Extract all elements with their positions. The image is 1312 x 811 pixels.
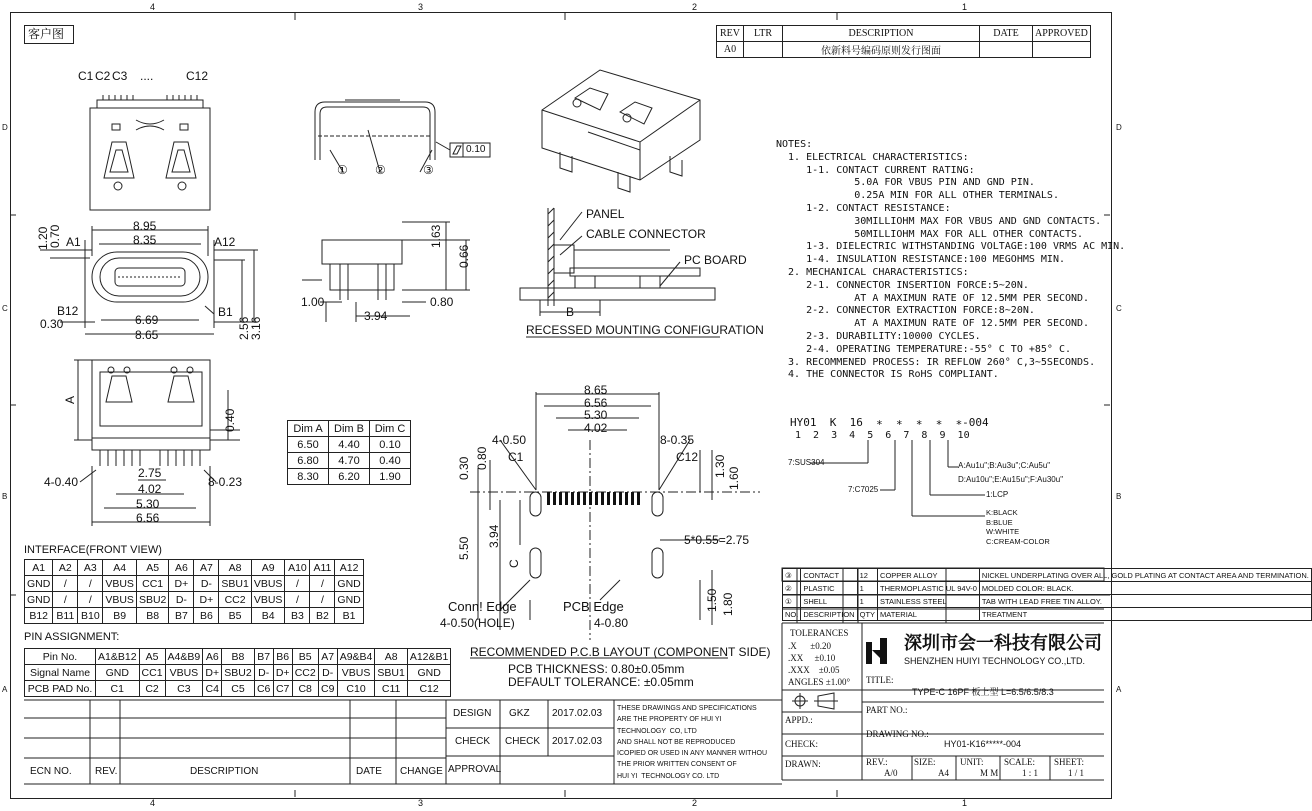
zone-d-right: D: [1116, 123, 1122, 132]
unit-value: M M: [980, 768, 999, 778]
dim-2-75: 2.75: [138, 466, 162, 480]
bom-cell: SHELL: [801, 595, 857, 608]
dim-table-cell: 8.30: [288, 469, 329, 485]
iface-cell: SBU1: [219, 576, 251, 592]
unit-label: UNIT:: [960, 757, 984, 767]
zone-c-right: C: [1116, 304, 1122, 313]
rev-header-approved: APPROVED: [1033, 26, 1091, 42]
iface-cell: A8: [219, 560, 251, 576]
note-line: 3. RECOMMENED PROCESS: IR REFLOW 260° C,3~5SECONDS.: [776, 356, 1096, 368]
iface-cell: A1: [25, 560, 53, 576]
bom-cell: ②: [783, 582, 801, 595]
iface-cell: /: [285, 576, 310, 592]
note-line: 30MILLIOHM MAX FOR VBUS AND GND CONTACTS.: [776, 215, 1102, 227]
ecn-no-label: ECN NO.: [30, 766, 72, 777]
iface-cell: A12: [335, 560, 363, 576]
note-line: 2-3. DURABILITY:10000 CYCLES.: [776, 330, 981, 342]
note-line: 1. ELECTRICAL CHARACTERISTICS:: [776, 151, 969, 163]
rev-header-date: DATE: [980, 26, 1033, 42]
tolerance-box: [782, 623, 862, 690]
iface-cell: B10: [78, 608, 103, 624]
rev-header-ltr: LTR: [744, 26, 783, 42]
pins-cell: C11: [375, 681, 407, 697]
dim-0-40: 0.40: [223, 408, 237, 432]
iface-cell: CC2: [219, 592, 251, 608]
dim-table-header-c: Dim C: [370, 421, 411, 437]
dim-table-cell: 6.20: [329, 469, 370, 485]
pin-b1-label: B1: [218, 305, 233, 319]
pins-cell: PCB PAD No.: [25, 681, 96, 697]
dim-3-94: 3.94: [364, 309, 388, 323]
iface-cell: B4: [251, 608, 285, 624]
pins-cell: D-: [254, 665, 273, 681]
iface-cell: D+: [169, 576, 194, 592]
customer-mark: 客户图: [28, 27, 65, 41]
dim-0-80: 0.80: [430, 295, 454, 309]
ecn-rev-label: REV.: [95, 766, 118, 777]
dim-table-cell: 4.40: [329, 437, 370, 453]
pins-cell: SBU2: [222, 665, 254, 681]
pcb-c12-label: C12: [676, 450, 699, 464]
design-label: DESIGN: [453, 708, 492, 719]
pins-cell: A7: [318, 649, 337, 665]
huiyi-logo-icon: [866, 638, 887, 664]
iface-cell: VBUS: [251, 576, 285, 592]
zone-3-top: 3: [418, 2, 424, 12]
zone-b-right: B: [1116, 492, 1122, 501]
rev-header-rev: REV: [717, 26, 744, 42]
iface-cell: /: [78, 592, 103, 608]
dim-4-040: 4-0.40: [44, 475, 79, 489]
recess-b-label: B: [566, 305, 575, 319]
pins-cell: C10: [337, 681, 375, 697]
bom-cell: ①: [783, 595, 801, 608]
bom-cell: 1: [857, 582, 877, 595]
pcb-dim-8-65: 8.65: [584, 383, 608, 397]
pins-cell: VBUS: [165, 665, 203, 681]
part-option-5: 7:SUS304: [788, 458, 825, 467]
dim-a-label: A: [63, 395, 77, 404]
dim-table-header-a: Dim A: [288, 421, 329, 437]
pins-cell: B8: [222, 649, 254, 665]
iface-cell: B1: [335, 608, 363, 624]
pin-a12-label: A12: [214, 235, 236, 249]
note-line: 50MILLIOHM MAX FOR ALL OTHER CONTACTS.: [776, 228, 1084, 240]
design-date: 2017.02.03: [552, 708, 603, 719]
zone-a-right: A: [1116, 685, 1122, 694]
pins-cell: A6: [203, 649, 222, 665]
pins-cell: C1: [96, 681, 140, 697]
title-value: TYPE-C 16PF 板上型 L=6.5/6.5/8.3: [912, 687, 1054, 697]
dim-2-56: 2.56: [237, 316, 251, 340]
pins-cell: A9&B4: [337, 649, 375, 665]
side-view-callouts: [315, 100, 490, 172]
bom-cell: MATERIAL: [878, 608, 980, 621]
rev-cell-rev: A0: [717, 42, 744, 58]
conn-edge-label: Conn! Edge: [448, 599, 517, 614]
iface-cell: B9: [103, 608, 137, 624]
pcb-dim-8-035: 8-0.35: [660, 433, 695, 447]
scale-label: SCALE:: [1004, 757, 1036, 767]
bom-cell: NICKEL UNDERPLATING OVER ALL, GOLD PLATING AT CONTACT AREA AND TERMINATION.: [979, 569, 1311, 582]
drawn-label: DRAWN:: [785, 759, 821, 769]
title-label: TITLE:: [866, 675, 894, 685]
pcb-dim-4-050: 4-0.50: [492, 433, 527, 447]
contact-c2-label: C2: [95, 69, 111, 83]
pins-cell: GND: [407, 665, 451, 681]
bom-cell: PLASTIC: [801, 582, 857, 595]
interface-title: INTERFACE(FRONT VIEW): [24, 544, 162, 556]
zone-4-bottom: 4: [150, 798, 156, 808]
pins-cell: D+: [273, 665, 292, 681]
part-option-6: 7:C7025: [848, 485, 879, 494]
iface-cell: A5: [136, 560, 168, 576]
tol-x: .X ±0.20: [788, 641, 831, 651]
dim-3-16: 3.16: [249, 316, 263, 340]
iface-cell: GND: [335, 576, 363, 592]
zone-2-bottom: 2: [692, 798, 698, 808]
part-option-10b: D:Au10u";E:Au15u";F:Au30u": [958, 475, 1064, 484]
pcb-dim-6-56: 6.56: [584, 396, 608, 410]
pcb-dim-5-50: 5.50: [457, 536, 471, 560]
pins-cell: B7: [254, 649, 273, 665]
pin-b12-label: B12: [57, 304, 79, 318]
tol-xx: .XX ±0.10: [788, 653, 836, 663]
note-line: 2-2. CONNECTOR EXTRACTION FORCE:8~20N.: [776, 305, 1035, 317]
pins-cell: Pin No.: [25, 649, 96, 665]
bom-cell: ③: [783, 569, 801, 582]
dim-8-65: 8.65: [135, 328, 159, 342]
size-value: A4: [938, 768, 949, 778]
dim-5-30: 5.30: [136, 497, 160, 511]
recessed-mounting-title: RECESSED MOUNTING CONFIGURATION: [526, 323, 764, 337]
front-view: [90, 95, 210, 210]
dim-table-cell: 0.40: [370, 453, 411, 469]
check-date: 2017.02.03: [552, 736, 603, 747]
note-line: AT A MAXIMUN RATE OF 12.5MM PER SECOND.: [776, 292, 1090, 304]
bom-cell: 12: [857, 569, 877, 582]
dim-0-70: 0.70: [48, 224, 62, 248]
callout-2: ②: [375, 163, 386, 177]
pins-cell: C4: [203, 681, 222, 697]
iface-cell: A10: [285, 560, 310, 576]
dim-table-cell: 4.70: [329, 453, 370, 469]
pins-cell: C5: [222, 681, 254, 697]
iface-cell: CC1: [136, 576, 168, 592]
pins-cell: C3: [165, 681, 203, 697]
pins-cell: C2: [139, 681, 165, 697]
dim-8-023: 8-0.23: [208, 475, 243, 489]
iface-cell: GND: [25, 576, 53, 592]
pins-cell: C7: [273, 681, 292, 697]
bom-cell: QTY: [857, 608, 877, 621]
note-line: 1-2. CONTACT RESISTANCE:: [776, 202, 951, 214]
check-label: CHECK:: [785, 739, 819, 749]
dim-0-66: 0.66: [457, 244, 471, 268]
iface-cell: B8: [136, 608, 168, 624]
dim-table-cell: 6.50: [288, 437, 329, 453]
check-by: CHECK: [505, 736, 541, 747]
sheet-value: 1 / 1: [1068, 768, 1085, 778]
pcb-thickness: PCB THICKNESS: 0.80±0.05mm: [508, 662, 685, 676]
pins-cell: C12: [407, 681, 451, 697]
pcb-dim-0-30: 0.30: [457, 456, 471, 480]
dim-6-56: 6.56: [136, 511, 160, 525]
note-line: AT A MAXIMUN RATE OF 12.5MM PER SECOND.: [776, 318, 1090, 330]
pins-cell: B5: [292, 649, 318, 665]
pin-assignment-table: [24, 648, 451, 697]
default-tolerance: DEFAULT TOLERANCE: ±0.05mm: [508, 675, 694, 689]
bom-cell: MOLDED COLOR: BLACK.: [979, 582, 1311, 595]
pins-cell: A8: [375, 649, 407, 665]
panel-label: PANEL: [586, 207, 625, 221]
rev-cell-description: 依新料号编码原则发行图面: [783, 42, 980, 58]
zone-4-top: 4: [150, 2, 156, 12]
contact-c1-label: C1: [78, 69, 94, 83]
zone-b-left: B: [2, 492, 8, 501]
iface-cell: A6: [169, 560, 194, 576]
iface-cell: /: [78, 576, 103, 592]
scale-value: 1 : 1: [1022, 768, 1039, 778]
rev-label: REV.:: [866, 757, 888, 767]
pins-cell: VBUS: [337, 665, 375, 681]
dim-table-header-b: Dim B: [329, 421, 370, 437]
iface-cell: A7: [194, 560, 219, 576]
pcb-dim-1-30: 1.30: [713, 454, 727, 478]
dim-1-63: 1.63: [429, 224, 443, 248]
callout-1: ①: [337, 163, 348, 177]
pad-size-label: 4-0.80: [594, 616, 629, 630]
pins-cell: CC2: [292, 665, 318, 681]
iface-cell: D-: [169, 592, 194, 608]
iface-cell: GND: [335, 592, 363, 608]
bom-cell: NO.: [783, 608, 801, 621]
iface-cell: GND: [25, 592, 53, 608]
zone-3-bottom: 3: [418, 798, 424, 808]
size-label: SIZE:: [914, 757, 936, 767]
company-name-cn: 深圳市会一科技有限公司: [904, 633, 1102, 653]
pins-cell: C6: [254, 681, 273, 697]
note-line: 1-3. DIELECTRIC WITHSTANDING VOLTAGE:100 VRMS AC MIN.: [776, 241, 1126, 253]
part-option-9: K:BLACK B:BLUE W:WHITE C:CREAM-COLOR: [986, 508, 1050, 546]
pcb-dim-4-02: 4.02: [584, 421, 608, 435]
iface-cell: A4: [103, 560, 137, 576]
note-line: NOTES:: [776, 139, 813, 150]
note-line: 1-4. INSULATION RESISTANCE:100 MEGOHMS MIN.: [776, 254, 1065, 266]
part-option-8: 1:LCP: [986, 490, 1009, 499]
drawing-no-value: HY01-K16*****-004: [944, 739, 1022, 749]
contact-c3-label: C3: [112, 69, 128, 83]
note-line: 0.25A MIN FOR ALL OTHER TERMINALS.: [776, 190, 1059, 202]
pins-cell: A12&B1: [407, 649, 451, 665]
part-no-label: PART NO.:: [866, 705, 908, 715]
dim-table-cell: 0.10: [370, 437, 411, 453]
iface-cell: B3: [285, 608, 310, 624]
appd-label: APPD.:: [785, 715, 813, 725]
pins-cell: B6: [273, 649, 292, 665]
flatness-value: 0.10: [466, 144, 486, 155]
note-line: 2-1. CONNECTOR INSERTION FORCE:5~20N.: [776, 279, 1029, 291]
note-line: 5.0A FOR VBUS PIN AND GND PIN.: [776, 177, 1035, 189]
iface-cell: /: [53, 576, 78, 592]
pins-cell: SBU1: [375, 665, 407, 681]
dim-table-cell: 6.80: [288, 453, 329, 469]
pcb-dim-0-80: 0.80: [475, 446, 489, 470]
dim-0-30: 0.30: [40, 317, 64, 331]
iface-cell: VBUS: [251, 592, 285, 608]
pcb-edge-label: PCB Edge: [563, 599, 624, 614]
property-notice: THESE DRAWINGS AND SPECIFICATIONS ARE THE PROPERTY OF HUI YI TECHNOLOGY CO, LTD AND SHALL NOT BE REPRODUCED ICOPIED OR USED IN ANY MANNER WITHOU THE PRIOR WRITTEN CONSENT OF HUI YI TECHNOLOGY CO. LTD: [617, 705, 767, 780]
dim-1-20: 1.20: [36, 226, 50, 250]
design-by: GKZ: [509, 708, 530, 719]
iface-cell: /: [53, 592, 78, 608]
contact-c12-label: C12: [186, 69, 209, 83]
zone-a-left: A: [2, 685, 8, 694]
hole-label: 4-0.50(HOLE): [440, 616, 515, 630]
ecn-description-label: DESCRIPTION: [190, 766, 259, 777]
interface-table: [24, 559, 364, 624]
pcb-dim-1-80: 1.80: [721, 592, 735, 616]
pcb-dim-1-60: 1.60: [727, 466, 741, 490]
iface-cell: VBUS: [103, 592, 137, 608]
pins-cell: A5: [139, 649, 165, 665]
pc-board-label: PC BOARD: [684, 253, 747, 267]
dim-table: [287, 420, 411, 485]
rev-value: A/0: [884, 768, 898, 778]
iface-cell: B12: [25, 608, 53, 624]
pcb-dim-3-94: 3.94: [487, 524, 501, 548]
pcb-pads: [547, 492, 640, 505]
part-code: HY01 K 16 ∗ ∗ ∗ ∗ ∗-004: [790, 416, 989, 429]
approval-label: APPROVAL: [448, 764, 502, 775]
iface-cell: A9: [251, 560, 285, 576]
part-code-digits: 1 2 3 4 5 6 7 8 9 10: [795, 430, 970, 441]
iface-cell: B6: [194, 608, 219, 624]
iface-cell: B2: [310, 608, 335, 624]
tolerances-label: TOLERANCES: [790, 628, 849, 638]
iface-cell: VBUS: [103, 576, 137, 592]
company-name-en: SHENZHEN HUIYI TECHNOLOGY CO.,LTD.: [904, 656, 1086, 666]
iface-cell: /: [285, 592, 310, 608]
tol-angles: ANGLES ±1.00°: [788, 677, 851, 687]
iface-cell: B5: [219, 608, 251, 624]
cable-connector-label: CABLE CONNECTOR: [586, 227, 706, 241]
pcb-layout-title: RECOMMENDED P.C.B LAYOUT (COMPONENT SIDE): [470, 645, 771, 659]
sheet-label: SHEET:: [1054, 757, 1085, 767]
zone-1-bottom: 1: [962, 798, 968, 808]
pins-cell: A4&B9: [165, 649, 203, 665]
zone-2-top: 2: [692, 2, 698, 12]
bom-cell: COPPER ALLOY: [878, 569, 980, 582]
dim-1-00: 1.00: [301, 295, 325, 309]
pcb-dim-5-30: 5.30: [584, 408, 608, 422]
pcb-dim-1-50: 1.50: [705, 588, 719, 612]
bom-cell: TREATMENT: [979, 608, 1311, 621]
pin-assignment-title: PIN ASSIGNMENT:: [24, 631, 120, 643]
zone-d-left: D: [2, 123, 8, 132]
iface-cell: B7: [169, 608, 194, 624]
note-line: 4. THE CONNECTOR IS RoHS COMPLIANT.: [776, 369, 999, 381]
dim-6-69: 6.69: [135, 313, 159, 327]
pins-cell: CC1: [139, 665, 165, 681]
dim-8-95: 8.95: [133, 219, 157, 233]
note-line: 2. MECHANICAL CHARACTERISTICS:: [776, 266, 969, 278]
isometric-view: [542, 70, 700, 192]
callout-3: ③: [423, 163, 434, 177]
bom-cell: 1: [857, 595, 877, 608]
bom-cell: DESCRIPTION: [801, 608, 857, 621]
part-option-10a: A:Au1u";B:Au3u";C:Au5u": [958, 461, 1051, 470]
iface-cell: /: [310, 592, 335, 608]
bom-table: [782, 568, 1312, 621]
iface-cell: B11: [53, 608, 78, 624]
notes-block: [776, 139, 1125, 382]
dim-8-35: 8.35: [133, 233, 157, 247]
check-row-label: CHECK: [455, 736, 491, 747]
pin-a1-label: A1: [66, 235, 81, 249]
iface-cell: A3: [78, 560, 103, 576]
bom-cell: STAINLESS STEEL: [878, 595, 980, 608]
iface-cell: SBU2: [136, 592, 168, 608]
zone-1-top: 1: [962, 2, 968, 12]
pcb-dim-pitch: 5*0.55=2.75: [684, 533, 750, 547]
pins-cell: D-: [318, 665, 337, 681]
ecn-change-label: CHANGE: [400, 766, 443, 777]
ecn-date-label: DATE: [356, 766, 382, 777]
pins-cell: Signal Name: [25, 665, 96, 681]
drawing-no-label: DRAWING NO.:: [866, 729, 929, 739]
note-line: 2-4. OPERATING TEMPERATURE:-55° C TO +85° C.: [776, 343, 1072, 355]
bom-cell: TAB WITH LEAD FREE TIN ALLOY.: [979, 595, 1311, 608]
iface-cell: A2: [53, 560, 78, 576]
note-line: 1-1. CONTACT CURRENT RATING:: [776, 164, 975, 176]
pins-cell: C9: [318, 681, 337, 697]
pcb-c1-label: C1: [508, 450, 524, 464]
contact-ellipsis-label: ....: [140, 69, 154, 83]
iface-cell: D-: [194, 576, 219, 592]
pcb-dim-c: C: [507, 559, 521, 568]
bom-cell: THERMOPLASTIC UL 94V-0: [878, 582, 980, 595]
pins-cell: GND: [96, 665, 140, 681]
zone-c-left: C: [2, 304, 8, 313]
bom-cell: CONTACT: [801, 569, 857, 582]
iface-cell: D+: [194, 592, 219, 608]
iface-cell: /: [310, 576, 335, 592]
tol-xxx: .XXX ±0.05: [788, 665, 840, 675]
pins-cell: D+: [203, 665, 222, 681]
iface-cell: A11: [310, 560, 335, 576]
pins-cell: C8: [292, 681, 318, 697]
rev-header-description: DESCRIPTION: [783, 26, 980, 42]
dim-table-cell: 1.90: [370, 469, 411, 485]
dim-4-02: 4.02: [138, 482, 162, 496]
pins-cell: A1&B12: [96, 649, 140, 665]
